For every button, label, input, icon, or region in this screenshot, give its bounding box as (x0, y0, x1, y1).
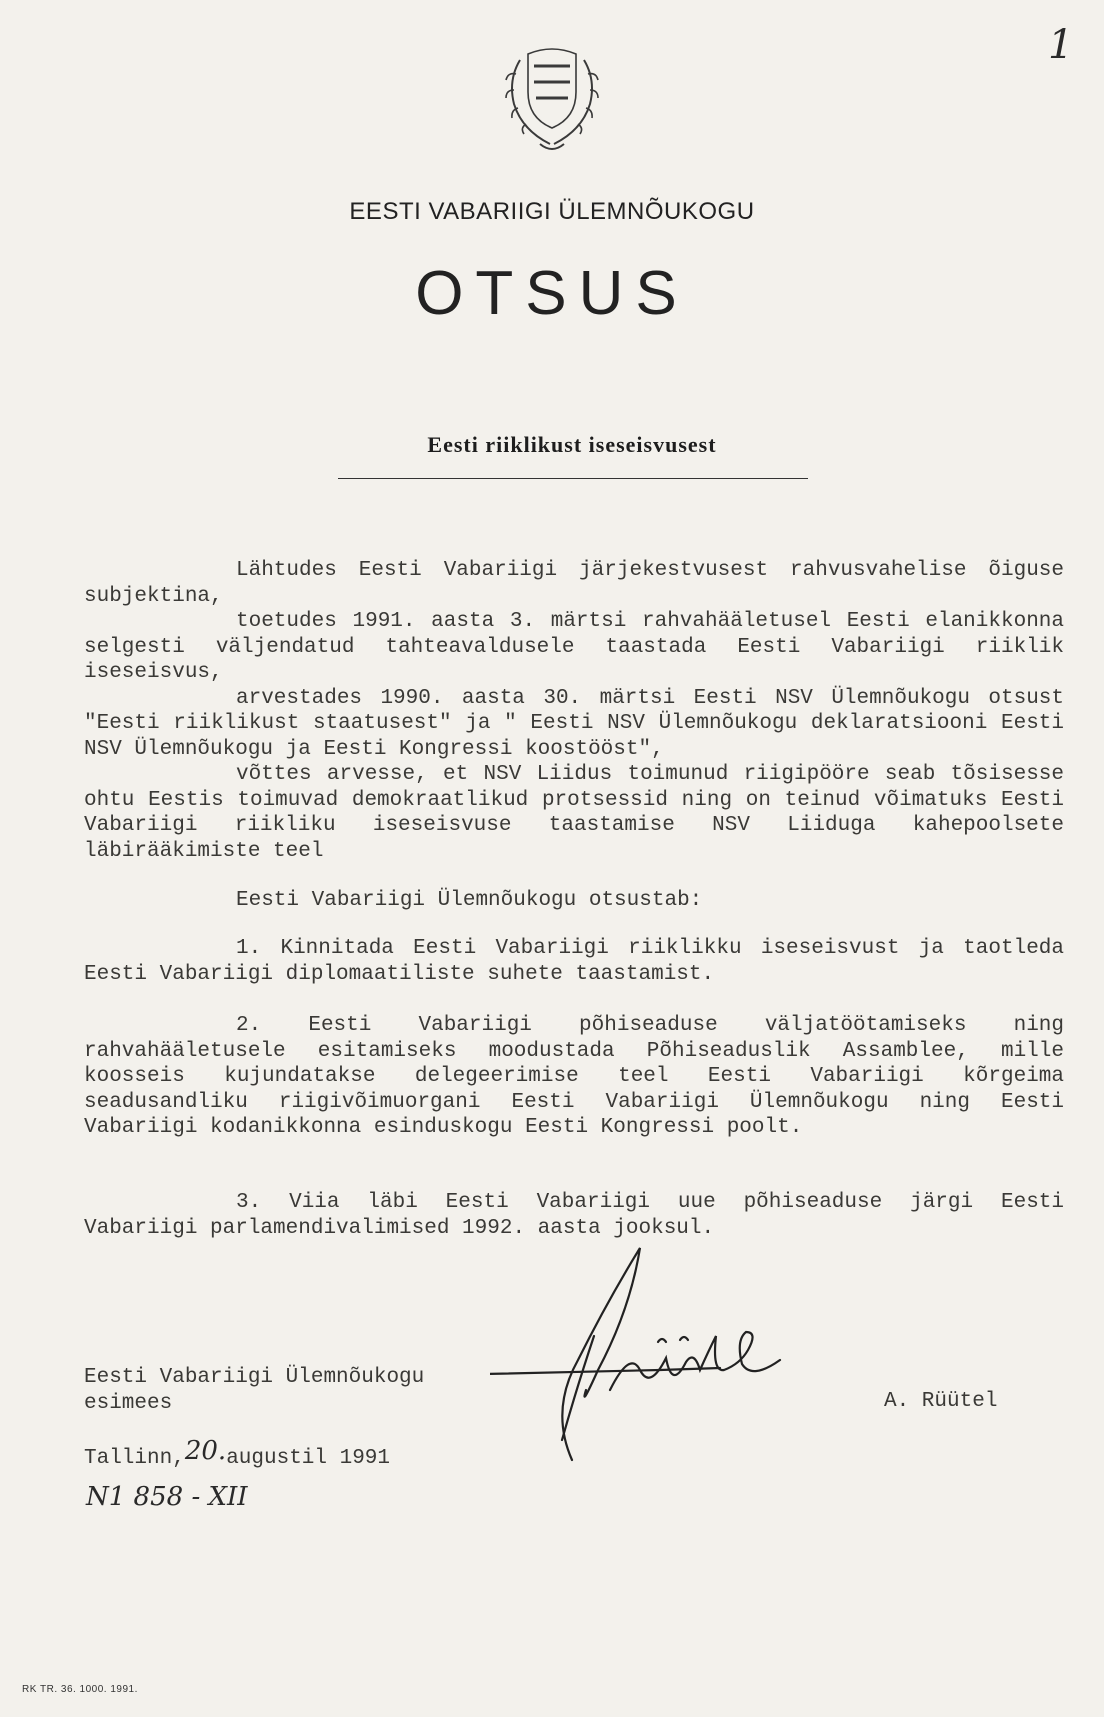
signatory-title (84, 1365, 424, 1416)
decision-item-text: 3. Viia läbi Eesti Vabariigi uue põhiseaduse järgi Eesti Vabariigi parlamendivalimised 1992. aasta jooksul. (84, 1191, 1064, 1240)
signatory-title-line: esimees (84, 1391, 173, 1415)
printer-imprint: RK TR. 36. 1000. 1991. (22, 1684, 138, 1695)
subject-underline (338, 478, 808, 479)
preamble (84, 558, 1064, 864)
decision-item (84, 1190, 1064, 1241)
registration-number: N1 858 - XII (86, 1482, 248, 1512)
decision-item-text: 1. Kinnitada Eesti Vabariigi riiklikku iseseisvust ja taotleda Eesti Vabariigi diplomaatiliste suhete taastamist. (84, 937, 1064, 986)
date-day-handwritten: 20. (184, 1436, 227, 1466)
signatory-name: A. Rüütel (884, 1390, 998, 1413)
document-type-title: OTSUS (415, 259, 689, 328)
place-and-date (84, 1436, 391, 1470)
preamble-paragraph: arvestades 1990. aasta 30. märtsi Eesti NSV Ülemnõukogu otsust "Eesti riiklikust staatusest" ja " Eesti NSV Ülemnõukogu deklaratsiooni Eesti NSV Ülemnõukogu ja Eesti Kongressi koostööst", (84, 686, 1064, 761)
preamble-paragraph: võttes arvesse, et NSV Liidus toimunud riigipööre seab tõsisesse ohtu Eestis toimuvad demokraatlikud protsessid ning on teinud võimatuks Eesti Vabariigi riikliku iseseisvuse taastamise NSV Liiduga kahepoolsete läbirääkimiste teel (84, 763, 1064, 863)
handwritten-signature (490, 1240, 820, 1470)
decision-clause (84, 888, 1064, 914)
signatory-title-line: Eesti Vabariigi Ülemnõukogu (84, 1366, 425, 1389)
decides-line: Eesti Vabariigi Ülemnõukogu otsustab: (236, 889, 703, 912)
decision-item (84, 1013, 1064, 1141)
issuing-body: EESTI VABARIIGI ÜLEMNÕUKOGU (349, 198, 755, 225)
decision-item (84, 936, 1064, 987)
place: Tallinn, (84, 1447, 185, 1470)
decision-subject: Eesti riiklikust iseseisvusest (427, 432, 717, 457)
coat-of-arms-emblem (490, 40, 614, 160)
decision-item-text: 2. Eesti Vabariigi põhiseaduse väljatöötamiseks ning rahvahääletusele esitamiseks moodustada Põhiseaduslik Assamblee, mille koosseis kujundatakse delegeerimise teel Eesti Vabariigi kõrgeima seadusandliku riigivõimuorgani Eesti Vabariigi Ülemnõukogu ning Eesti Vabariigi kodanikkonna esinduskogu Eesti Kongressi poolt. (84, 1014, 1064, 1139)
preamble-paragraph: Lähtudes Eesti Vabariigi järjekestvusest rahvusvahelise õiguse subjektina, (84, 559, 1064, 608)
preamble-paragraph: toetudes 1991. aasta 3. märtsi rahvahääletusel Eesti elanikkonna selgesti väljendatud tahteavaldusele taastada Eesti Vabariigi riiklik iseseisvus, (84, 610, 1064, 684)
date-month-year: augustil 1991 (226, 1447, 391, 1470)
page-number: 1 (1048, 22, 1074, 68)
